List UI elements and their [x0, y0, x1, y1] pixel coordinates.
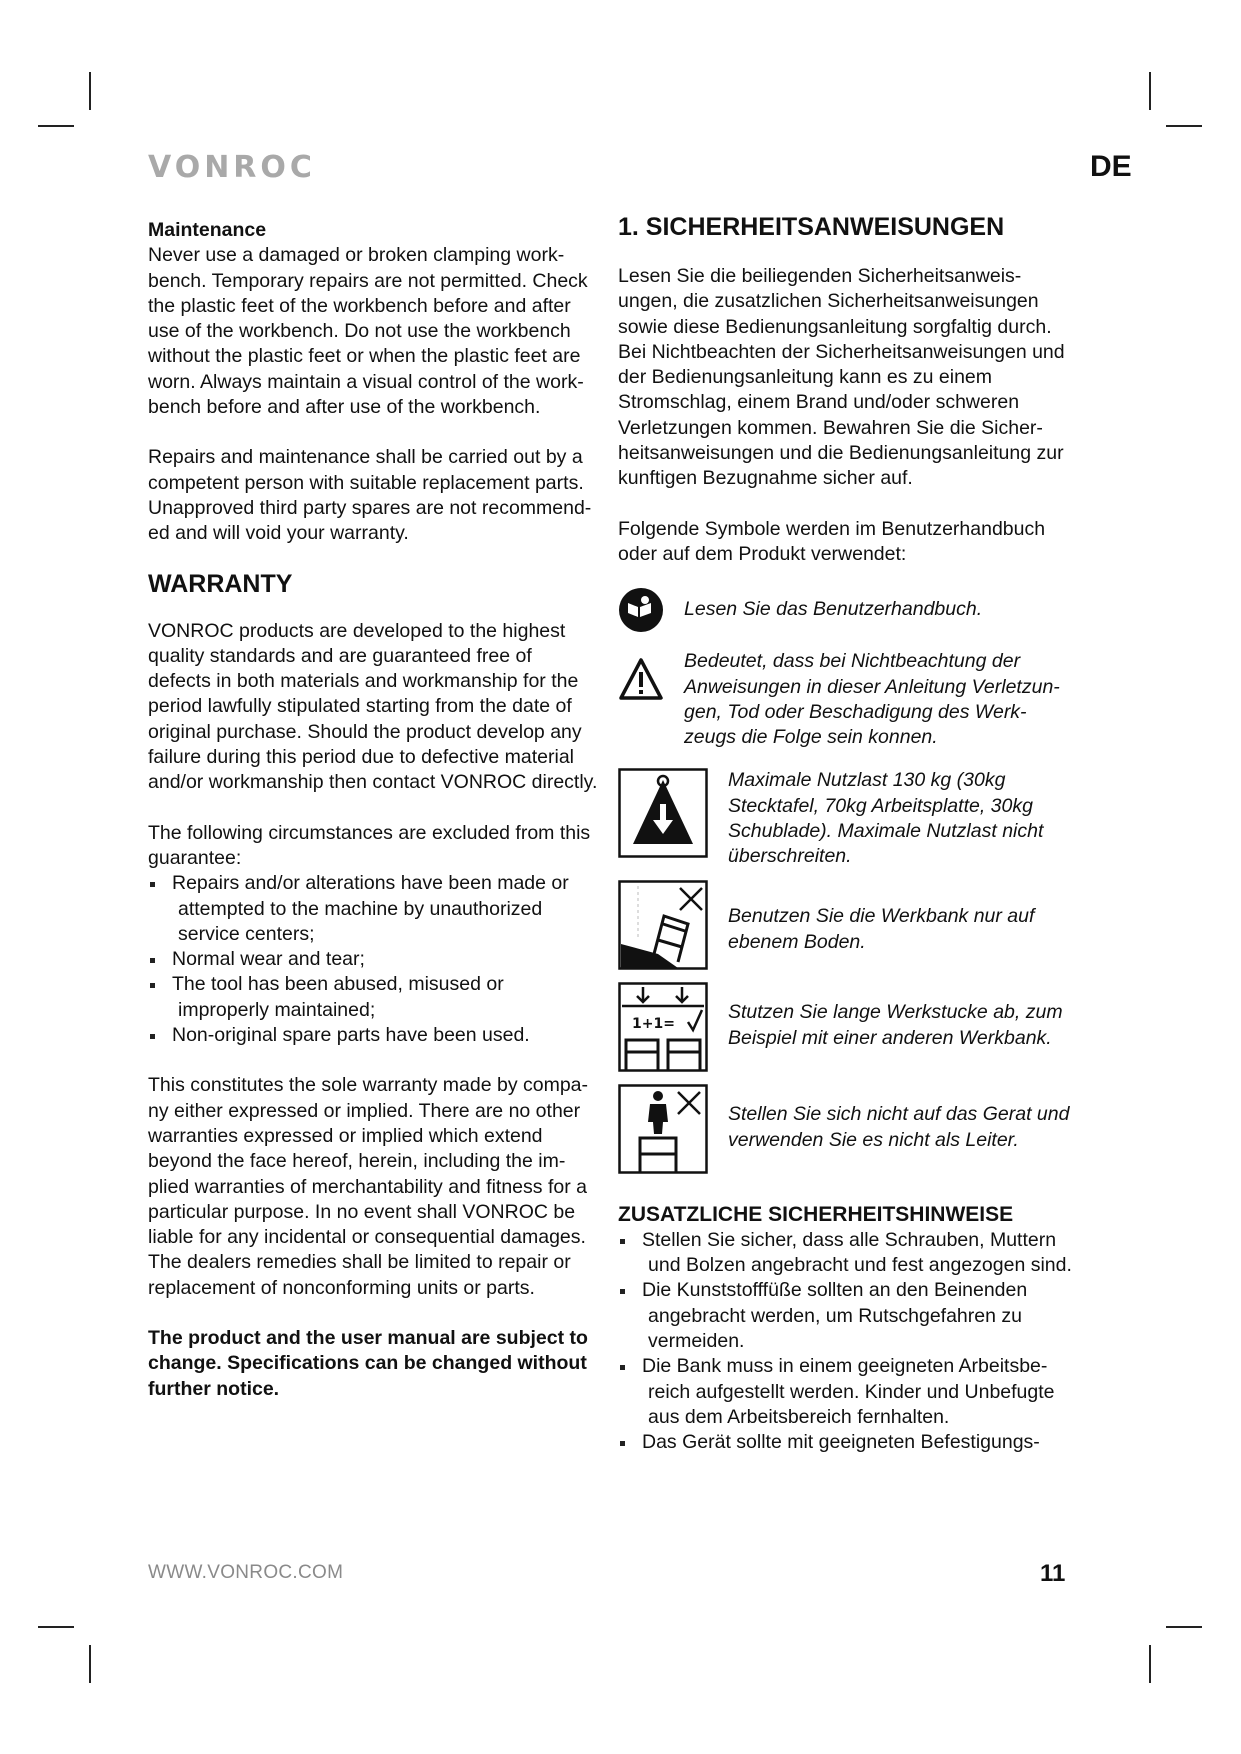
warranty-heading: WARRANTY [148, 569, 293, 598]
additional-safety-list [618, 1228, 1078, 1456]
symbol-row [618, 587, 1078, 631]
safety-paragraph-2: Folgende Symbole werden im Benutzerhandbuch oder auf dem Produkt verwendet: [618, 517, 1046, 565]
symbol-row [618, 982, 1078, 1072]
brand-logo: VONROC [148, 150, 316, 185]
warranty-exclusions-list [148, 871, 598, 1048]
crop-mark-bottom-left-v [89, 1645, 91, 1683]
level-floor-icon [618, 880, 708, 970]
crop-mark-bottom-right-h [1166, 1626, 1202, 1628]
left-column [148, 218, 598, 1402]
warranty-paragraph-2: The following circumstances are excluded from this guarantee: [148, 821, 591, 869]
safety-heading: 1. SICHERHEITSANWEISUNGEN [618, 213, 1005, 241]
maintenance-paragraph-2: Repairs and maintenance shall be carried out by a competent person with suitable replacement parts. Unapproved third party spares are not recommend-ed and will void your warranty. [148, 446, 592, 545]
list-item: Stellen Sie sicher, dass alle Schrauben, Muttern und Bolzen angebracht und fest angezogen sind. [618, 1228, 1078, 1279]
symbol-row [618, 768, 1078, 866]
crop-mark-top-right-v [1149, 72, 1151, 110]
maintenance-heading: Maintenance [148, 219, 267, 241]
symbol-text: Maximale Nutzlast 130 kg (30kg Stecktafel, 70kg Arbeitsplatte, 30kg Schublade). Maximale Nutzlast nicht überschreiten. [728, 769, 1044, 868]
list-item: Non-original spare parts have been used. [148, 1023, 598, 1048]
change-notice: The product and the user manual are subject to change. Specifications can be changed without further notice. [148, 1326, 588, 1400]
right-column [618, 212, 1078, 1455]
crop-mark-top-left-v [89, 72, 91, 110]
list-item: Die Bank muss in einem geeigneten Arbeitsbe-reich aufgestellt werden. Kinder und Unbefugte aus dem Arbeitsbereich fernhalten. [618, 1354, 1078, 1430]
list-item: Repairs and/or alterations have been made or attempted to the machine by unauthorized service centers; [148, 871, 598, 947]
symbol-row [618, 880, 1078, 970]
symbol-text: Benutzen Sie die Werkbank nur auf ebenem Boden. [728, 905, 1035, 953]
list-item: Die Kunststofffüße sollten an den Beinenden angebracht werden, um Rutschgefahren zu vermeiden. [618, 1278, 1078, 1354]
crop-mark-top-left-h [38, 125, 74, 127]
list-item: The tool has been abused, misused or improperly maintained; [148, 972, 598, 1023]
read-manual-icon [618, 587, 664, 633]
list-item: Das Gerät sollte mit geeigneten Befestigungs- [618, 1430, 1078, 1455]
symbol-text: Stutzen Sie lange Werkstucke ab, zum Beispiel mit einer anderen Werkbank. [728, 1001, 1063, 1049]
support-workpiece-icon [618, 982, 708, 1072]
page-number: 11 [1040, 1560, 1066, 1587]
maintenance-paragraph-1: Never use a damaged or broken clamping work-bench. Temporary repairs are not permitted. Check the plastic feet of the workbench before and after use of the workbench. Do not use the workbench without the plastic feet or when the plastic feet are worn. Always maintain a visual control of the work-bench before and after use of the workbench. [148, 244, 588, 419]
crop-mark-bottom-left-h [38, 1626, 74, 1628]
symbol-text: Bedeutet, dass bei Nichtbeachtung der Anweisungen in dieser Anleitung Verletzun-gen, Tod oder Beschadigung des Werk-zeugs die Folge sein konnen. [684, 650, 1060, 749]
symbol-row [618, 649, 1078, 750]
symbol-row [618, 1084, 1078, 1176]
footer-url: WWW.VONROC.COM [148, 1562, 344, 1583]
crop-mark-top-right-h [1166, 125, 1202, 127]
warranty-paragraph-3: This constitutes the sole warranty made by compa-ny either expressed or implied. There are no other warranties expressed or implied which extend beyond the face hereof, herein, including the im-plied warranties of merchantability and fitness for a particular purpose. In no event shall VONROC be liable for any incidental or consequential damages. The dealers remedies shall be limited to repair or replacement of nonconforming units or parts. [148, 1074, 589, 1299]
symbol-text: Lesen Sie das Benutzerhandbuch. [684, 598, 983, 621]
max-load-icon [618, 768, 708, 858]
language-code: DE [1090, 150, 1132, 183]
additional-safety-heading: ZUSATZLICHE SICHERHEITSHINWEISE [618, 1203, 1014, 1227]
crop-mark-bottom-right-v [1149, 1645, 1151, 1683]
equation-label: 1+1= [632, 1016, 675, 1033]
symbol-text: Stellen Sie sich nicht auf das Gerat und verwenden Sie es nicht als Leiter. [728, 1103, 1070, 1151]
no-standing-icon [618, 1084, 708, 1174]
warning-triangle-icon [618, 657, 664, 701]
list-item: Normal wear and tear; [148, 947, 598, 972]
safety-paragraph-1: Lesen Sie die beiliegenden Sicherheitsanweis-ungen, die zusatzlichen Sicherheitsanweisungen sowie diese Bedienungsanleitung sorgfaltig durch. Bei Nichtbeachten der Sicherheitsanweisungen und der Bedienungsanleitung kann es zu einem Stromschlag, einem Brand und/oder schweren Verletzungen kommen. Bewahren Sie die Sicher-heitsanweisungen und die Bedienungsanleitung zur kunftigen Bezugnahme sicher auf. [618, 265, 1065, 490]
warranty-paragraph-1: VONROC products are developed to the highest quality standards and are guaranteed free of defects in both materials and workmanship for the period lawfully stipulated starting from the date of original purchase. Should the product develop any failure during this period due to defective material and/or workmanship then contact VONROC directly. [148, 619, 598, 794]
